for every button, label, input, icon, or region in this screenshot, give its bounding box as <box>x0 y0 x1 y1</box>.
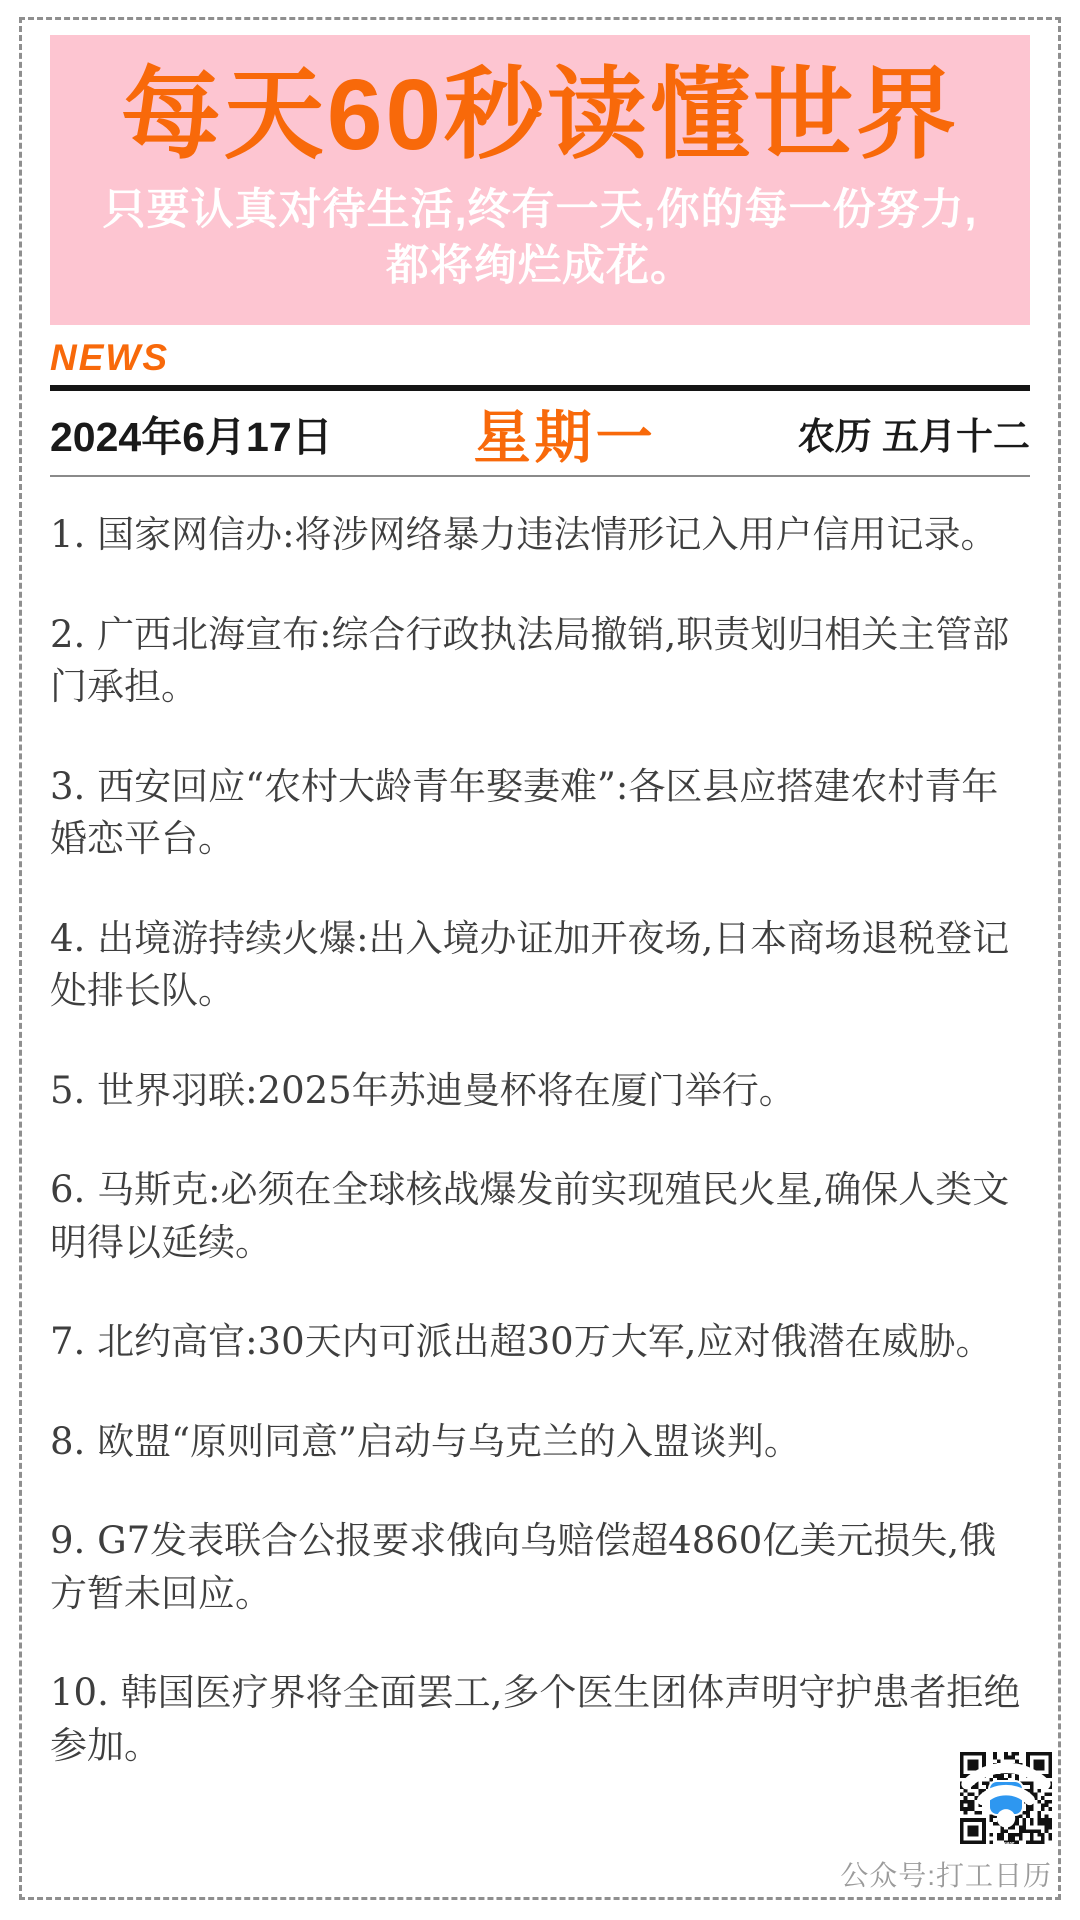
qrcode-center-badge <box>990 1782 1022 1848</box>
news-item-4: 4. 出境游持续火爆:出入境办证加开夜场,日本商场退税登记处排长队。 <box>50 916 1010 1013</box>
news-item-9: 9. G7发表联合公报要求俄向乌赔偿超4860亿美元损失,俄方暂未回应。 <box>50 1519 997 1615</box>
news-item-5: 5. 世界羽联:2025年苏迪曼杯将在厦门举行。 <box>50 1068 796 1112</box>
qrcode-center-label: news <box>997 1841 1015 1848</box>
news-item-10: 10. 韩国医疗界将全面罢工,多个医生团体声明守护患者拒绝参加。 <box>50 1671 1021 1767</box>
lunar-date: 农历 五月十二 <box>797 416 1030 457</box>
news-card <box>50 0 1030 1820</box>
qr-caption: 公众号:打工日历 <box>840 1860 1052 1891</box>
date-bar <box>50 391 1030 475</box>
news-item-7: 7. 北约高官:30天内可派出超30万大军,应对俄潜在威胁。 <box>50 1320 993 1364</box>
news-item-8: 8. 欧盟“原则同意”启动与乌克兰的入盟谈判。 <box>50 1419 801 1463</box>
weekday-label: 星期一 <box>473 406 657 470</box>
news-item-2: 2. 广西北海宣布:综合行政执法局撤销,职责划归相关主管部门承担。 <box>50 612 1010 709</box>
footer <box>840 1752 1052 1894</box>
motto-line-1: 只要认真对待生活,终有一天,你的每一份努力, <box>102 186 978 234</box>
news-section-label: NEWS <box>50 337 169 378</box>
page-title: 每天60秒读懂世界 <box>120 59 960 171</box>
gregorian-date: 2024年6月17日 <box>50 413 333 460</box>
motto-line-2: 都将绚烂成花。 <box>386 241 694 290</box>
news-item-6: 6. 马斯克:必须在全球核战爆发前实现殖民火星,确保人类文明得以延续。 <box>50 1168 1010 1264</box>
qrcode-image <box>960 1752 1052 1848</box>
header-motto <box>50 183 1030 295</box>
news-item-1: 1. 国家网信办:将涉网络暴力违法情形记入用户信用记录。 <box>50 513 998 556</box>
header-banner <box>50 35 1030 325</box>
divider-thin <box>50 475 1030 477</box>
wifi-icon <box>960 1748 1052 1840</box>
news-list <box>50 509 1030 1773</box>
news-item-3: 3. 西安回应“农村大龄青年娶妻难”:各区县应搭建农村青年婚恋平台。 <box>50 764 999 861</box>
